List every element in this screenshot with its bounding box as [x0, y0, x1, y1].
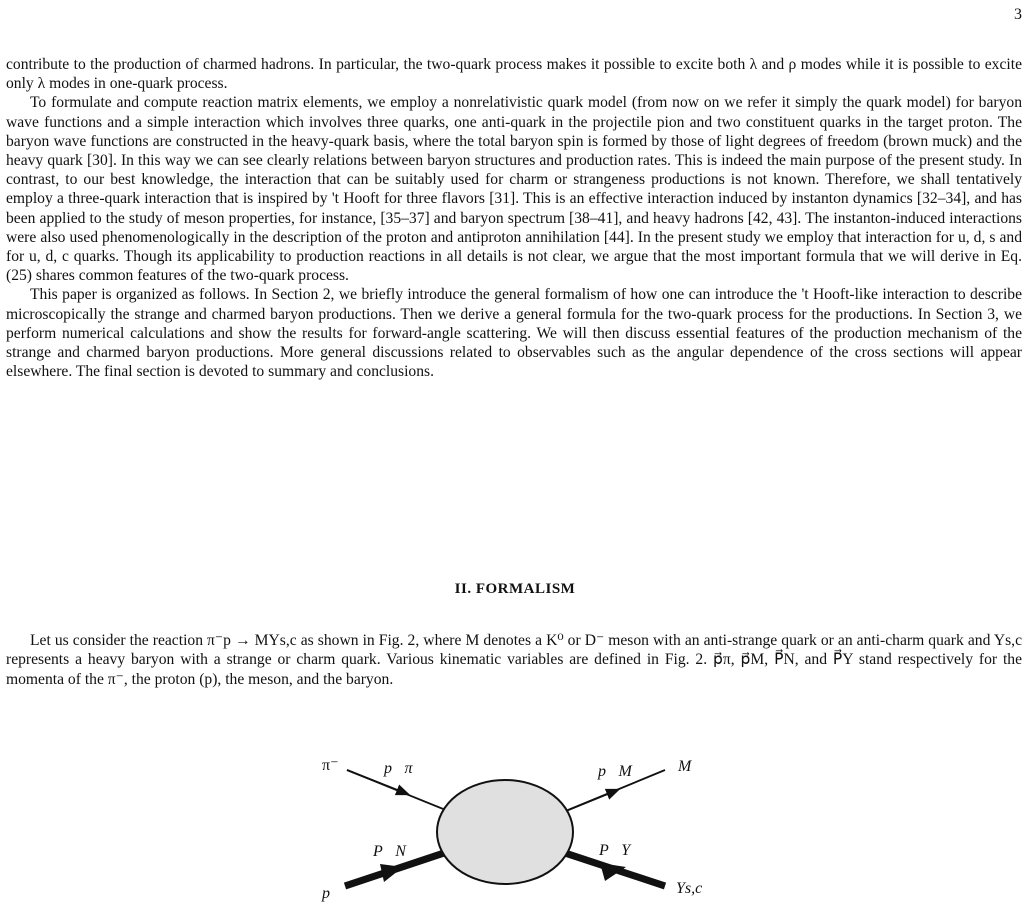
paragraph: Let us consider the reaction π⁻p → MYs,c as shown in Fig. 2, where M denotes a K⁰ or D⁻ meson with an anti-strange quark or an anti-charm quark and Ys,c represents a heavy baryon with a strange or charm quark. Various kinematic variables are defined in Fig. 2. p⃗π, p⃗M, P⃗N, and P⃗Y stand respectively for the momenta of the π⁻, the proton (p), the meson, and the baryon.: [6, 632, 1022, 688]
proton-arrowhead: [380, 864, 403, 882]
meson-label: M: [678, 758, 692, 775]
paragraph: contribute to the production of charmed hadrons. In particular, the two-quark process makes it possible to excite both λ and ρ modes while it is possible to excite only λ modes in one-quark process.: [6, 56, 1022, 93]
proton-label: p: [322, 885, 330, 902]
baryon-momentum-label: P⃗Y: [599, 842, 631, 859]
paragraph: To formulate and compute reaction matrix elements, we employ a nonrelativistic quark model (from now on we refer it simply the quark model) for baryon wave functions and a simple interaction which involves three quarks, one anti-quark in the projectile pion and two constituent quarks in the target proton. The baryon wave functions are constructed in the heavy-quark basis, where the total baryon spin is formed by those of light degrees of freedom (brown muck) and the heavy quark [30]. In this way we can see clearly relations between baryon structures and production rates. This is indeed the main purpose of the present study. In contrast, to our best knowledge, the interaction that can be suitably used for charm or strangeness productions is not known. Therefore, we shall tentatively employ a three-quark interaction that is inspired by 't Hooft for three flavors [31]. This is an effective interaction induced by instanton dynamics [32–34], and has been applied to the study of meson properties, for instance, [35–37] and baryon spectrum [38–41], and heavy hadrons [42, 43]. The instanton-induced interactions were also used phenomenologically in the description of the proton and antiproton annihilation [44]. In the present study we employ that interaction for u, d, s and for u, d, c quarks. Though its applicability to production reactions in all details is not clear, we argue that the most important formula that we will derive in Eq. (25) shares common features of the two-quark process.: [6, 94, 1022, 285]
pion-momentum-label: p⃗π: [384, 760, 413, 777]
paragraph: This paper is organized as follows. In Section 2, we briefly introduce the general formalism of how one can introduce the 't Hooft-like interaction to describe microscopically the strange and charmed baryon productions. Then we derive a general formula for the two-quark process for the productions. In Section 3, we perform numerical calculations and show the results for forward-angle scattering. We will then discuss essential features of the production mechanism of the strange and charmed baryon productions. More general discussions related to observables such as the angular dependence of the cross sections will appear elsewhere. The final section is devoted to summary and conclusions.: [6, 286, 1022, 381]
page-number: 3: [1014, 6, 1022, 23]
proton-momentum-label: P⃗N: [373, 843, 406, 860]
baryon-label: Ys,c: [676, 880, 703, 897]
meson-momentum-label: p⃗M: [598, 763, 632, 780]
pion-label: π⁻: [322, 757, 339, 774]
section-heading: II. FORMALISM: [454, 581, 576, 597]
interaction-blob: [437, 780, 573, 884]
